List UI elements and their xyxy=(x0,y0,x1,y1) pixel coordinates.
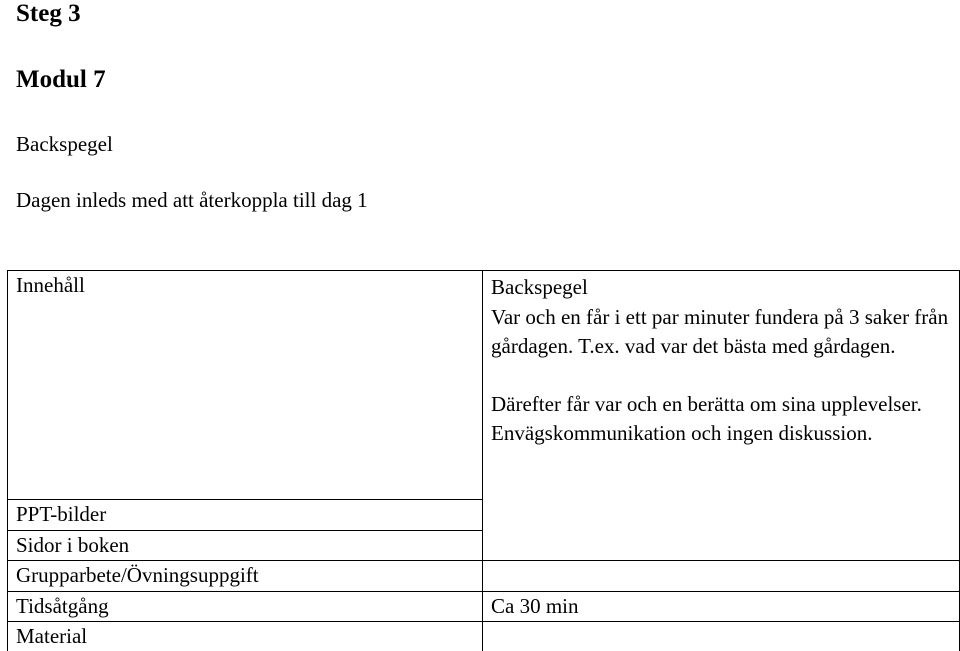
module-plan-table xyxy=(7,270,960,651)
content-paragraph-2: Därefter får var och en berätta om sina upplevelser. Envägskommunikation och ingen diskussion. xyxy=(491,391,922,445)
content-paragraph-1: Var och en får i ett par minuter fundera på 3 saker från gårdagen. T.ex. vad var det bästa med gårdagen. xyxy=(491,304,949,358)
row-value-cell xyxy=(483,561,960,592)
content-cell xyxy=(483,271,960,561)
table-row xyxy=(8,591,960,622)
module-heading: Modul 7 xyxy=(16,66,106,93)
content-label-cell xyxy=(8,271,483,500)
row-label-cell xyxy=(8,561,483,592)
row-label-cell xyxy=(8,622,483,651)
row-value-cell xyxy=(483,622,960,651)
row-label-cell xyxy=(8,500,483,531)
row-label-material: Material xyxy=(16,624,88,648)
row-label-cell xyxy=(8,530,483,561)
page-title: Steg 3 xyxy=(16,0,81,27)
table-row xyxy=(8,622,960,651)
row-value-cell xyxy=(483,591,960,622)
intro-text: Dagen inleds med att återkoppla till dag 1 xyxy=(16,188,368,212)
row-label-ppt: PPT-bilder xyxy=(16,502,107,526)
row-label-groupwork: Grupparbete/Övningsuppgift xyxy=(16,563,259,587)
row-label-time: Tidsåtgång xyxy=(16,593,109,618)
row-value-time: Ca 30 min xyxy=(491,593,579,618)
row-label-cell xyxy=(8,591,483,622)
row-label-pages: Sidor i boken xyxy=(16,532,130,557)
section-title: Backspegel xyxy=(16,132,113,156)
content-heading: Backspegel xyxy=(491,275,588,299)
table-row xyxy=(8,561,960,592)
table-row-content xyxy=(8,271,960,500)
content-label: Innehåll xyxy=(16,273,85,297)
